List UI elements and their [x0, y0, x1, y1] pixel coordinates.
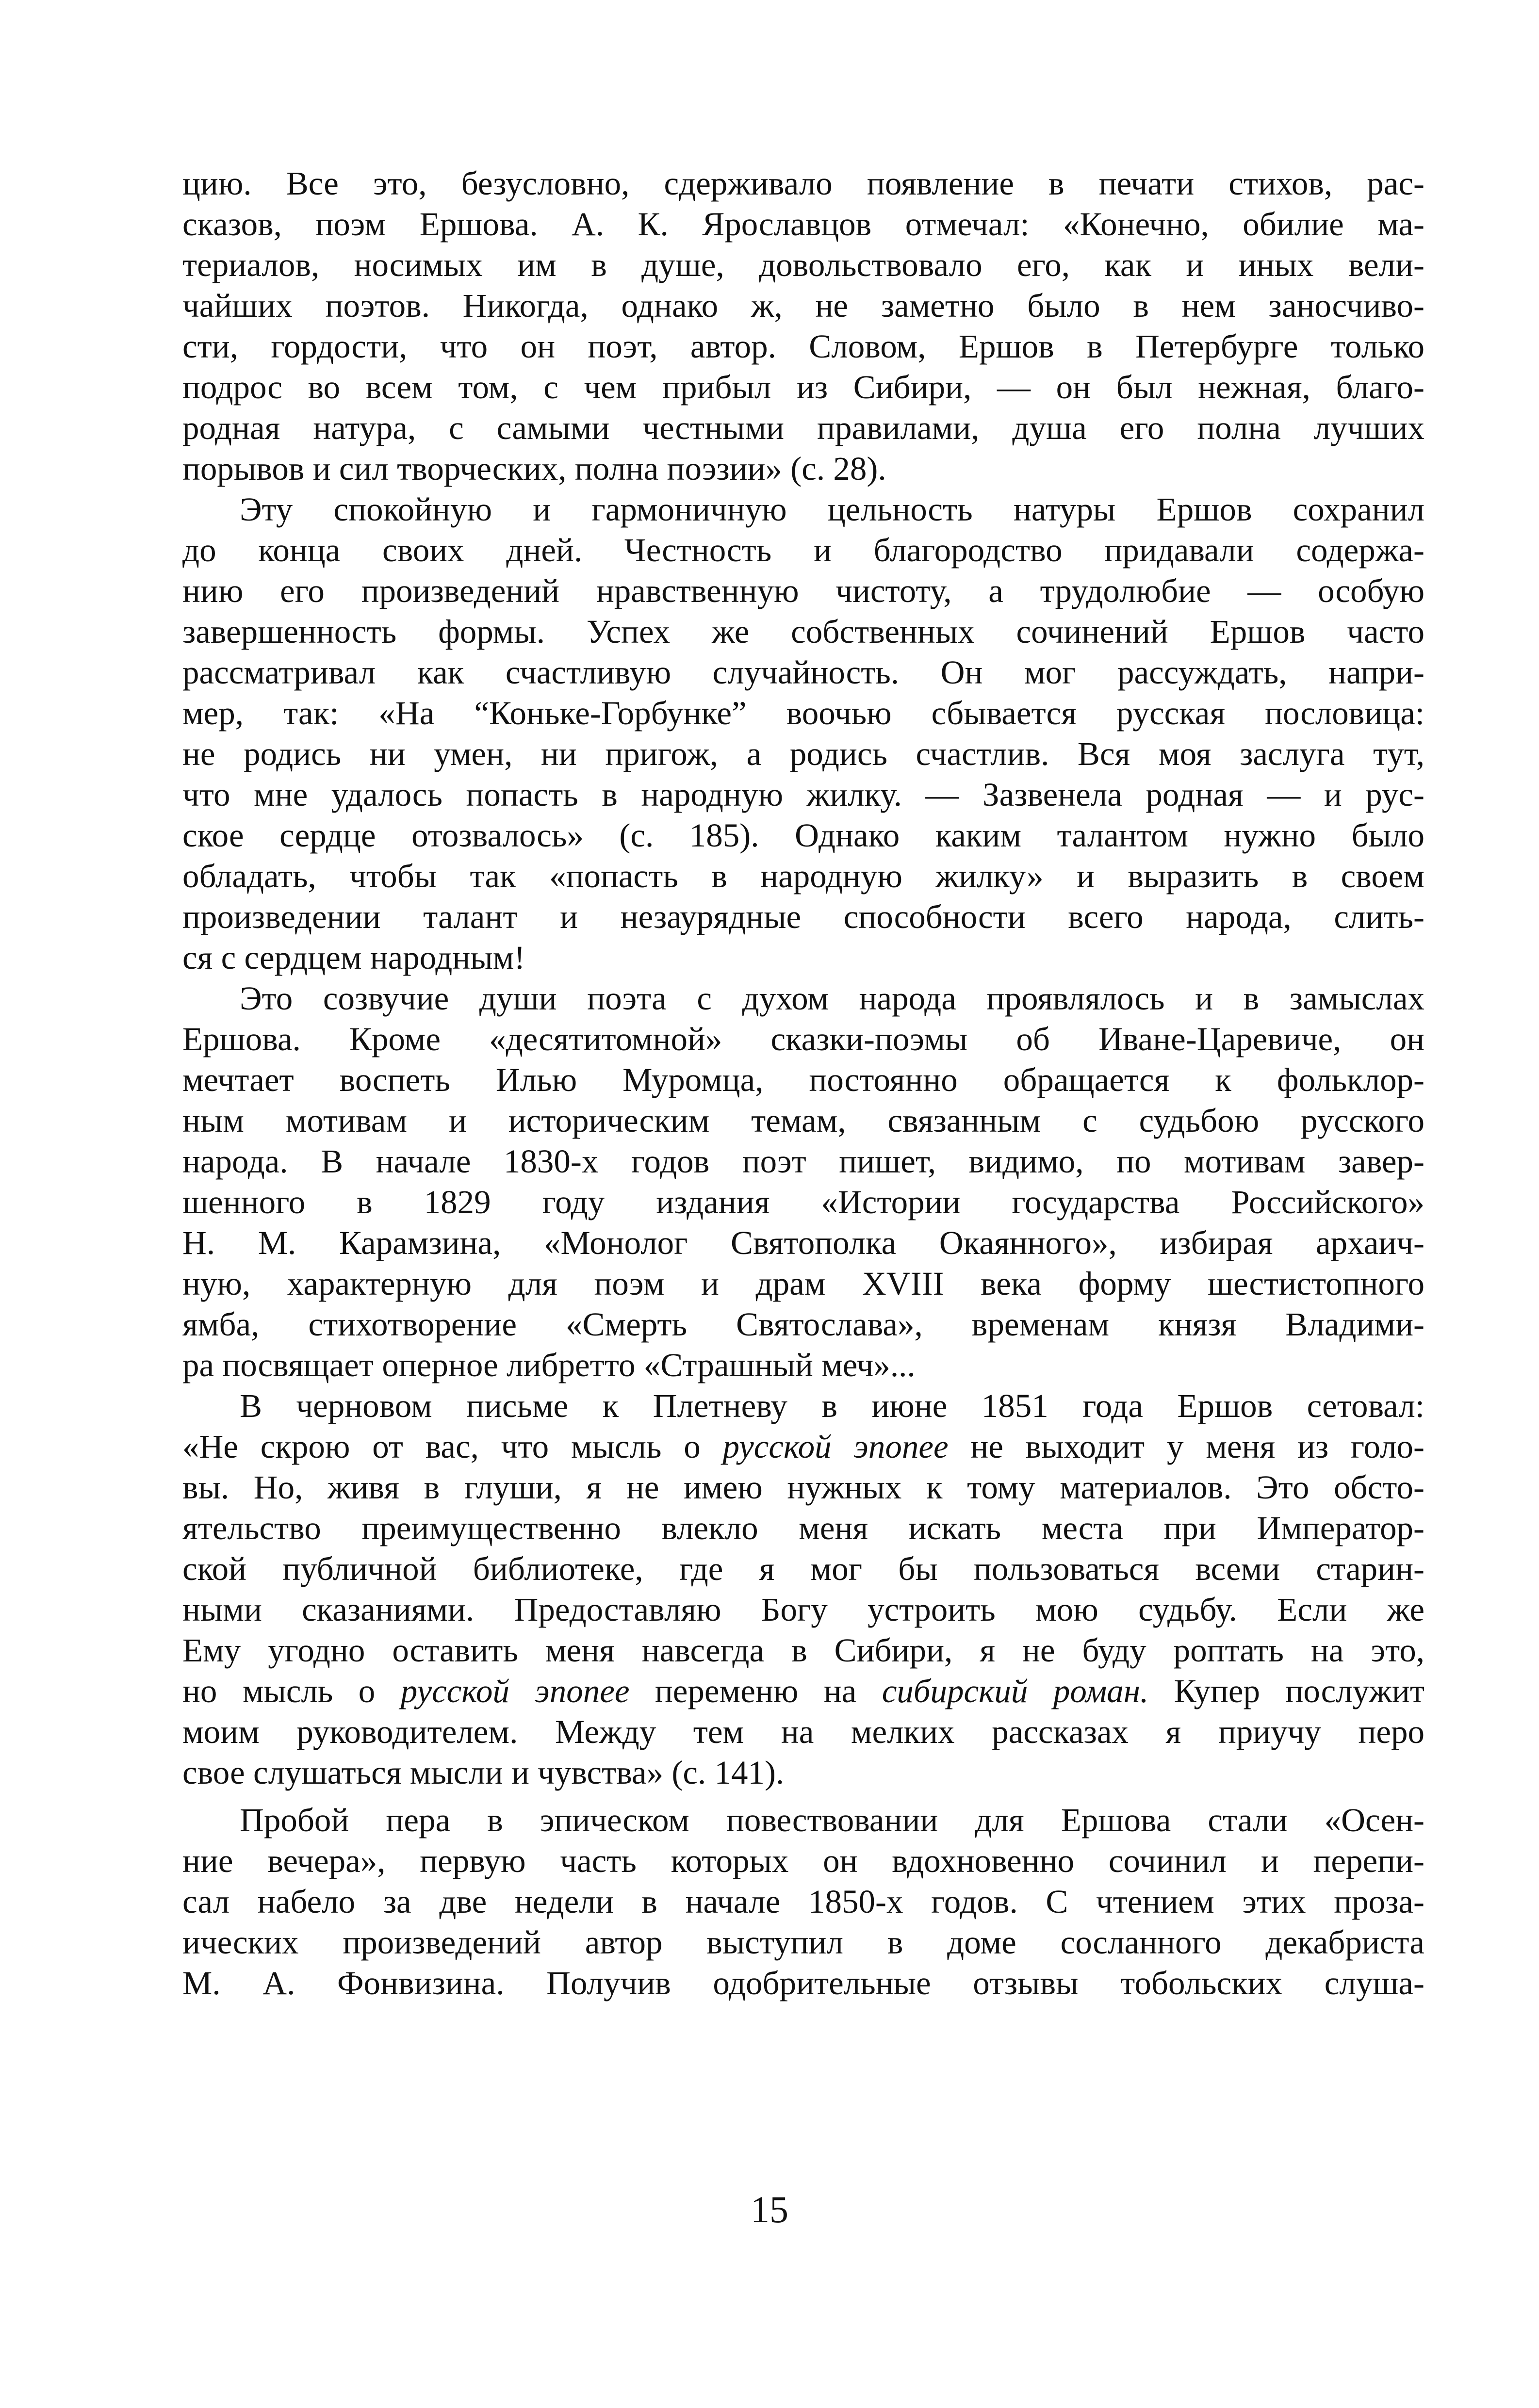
- text-segment: завершенность формы. Успех же собственных сочинений Ершов часто: [182, 613, 1424, 650]
- text-segment: что мне удалось попасть в народную жилку. — Зазвенела родная — и рус-: [182, 776, 1424, 813]
- text-segment: М. А. Фонвизина. Получив одобрительные отзывы тобольских слуша-: [182, 1965, 1424, 2001]
- text-segment: переменю на: [629, 1673, 882, 1709]
- text-segment: ние вечера», первую часть которых он вдохновенно сочинил и перепи-: [182, 1842, 1424, 1879]
- text-segment: Ершова. Кроме «десятитомной» сказки-поэмы об Иване-Царевиче, он: [182, 1021, 1424, 1058]
- text-line: [182, 570, 1424, 611]
- text-line: [182, 1222, 1424, 1263]
- text-line: [182, 1589, 1424, 1630]
- text-line: [182, 448, 1424, 489]
- text-line: [240, 1385, 1424, 1426]
- text-segment: не выходит у меня из голо-: [948, 1428, 1425, 1465]
- text-line: [182, 244, 1424, 285]
- text-segment: териалов, носимых им в душе, довольствовало его, как и иных вели-: [182, 246, 1424, 283]
- text-segment: ятельство преимущественно влекло меня искать места при Император-: [182, 1510, 1424, 1546]
- text-segment: сти, гордости, что он поэт, автор. Словом, Ершов в Петербурге только: [182, 328, 1424, 365]
- text-line: [182, 326, 1424, 367]
- text-line: [182, 611, 1424, 652]
- text-segment: вы. Но, живя в глуши, я не имею нужных к тому материалов. Это обсто-: [182, 1469, 1424, 1506]
- text-segment: ными сказаниями. Предоставляю Богу устроить мою судьбу. Если же: [182, 1591, 1424, 1628]
- page-number: 15: [751, 2188, 788, 2230]
- text-line: [182, 407, 1424, 448]
- text-segment: не родись ни умен, ни пригож, а родись счастлив. Вся моя заслуга тут,: [182, 735, 1424, 772]
- text-segment: ское сердце отозвалось» (с. 185). Однако каким талантом нужно было: [182, 817, 1424, 854]
- italic-phrase: русской эпопее: [722, 1428, 949, 1465]
- text-line: [182, 1840, 1424, 1881]
- text-line: [182, 1100, 1424, 1141]
- text-segment: «Не скрою от вас, что мысль о: [182, 1428, 723, 1465]
- text-segment: мер, так: «На “Коньке-Горбунке” воочью сбывается русская пословица:: [182, 695, 1424, 732]
- text-segment: сал набело за две недели в начале 1850-х годов. С чтением этих проза-: [182, 1883, 1424, 1920]
- text-segment: Ему угодно оставить меня навсегда в Сибири, я не буду роптать на это,: [182, 1632, 1424, 1669]
- text-line: [182, 856, 1424, 896]
- text-line: [182, 1922, 1424, 1963]
- text-segment: произведении талант и незаурядные способности всего народа, слить-: [182, 898, 1424, 935]
- text-segment: нию его произведений нравственную чистоту, а трудолюбие — особую: [182, 572, 1424, 609]
- text-segment: чайших поэтов. Никогда, однако ж, не заметно было в нем заносчиво-: [182, 287, 1424, 324]
- text-line: [182, 204, 1424, 244]
- text-segment: шенного в 1829 году издания «Истории государства Российского»: [182, 1184, 1424, 1220]
- text-line: [182, 1630, 1424, 1671]
- text-segment: цию. Все это, безусловно, сдерживало появление в печати стихов, рас-: [182, 165, 1424, 202]
- text-line: [182, 1963, 1424, 2003]
- text-line: [182, 1182, 1424, 1222]
- text-segment: моим руководителем. Между тем на мелких рассказах я приучу перо: [182, 1713, 1424, 1750]
- text-line: [182, 163, 1424, 204]
- text-segment: ным мотивам и историческим темам, связанным с судьбою русского: [182, 1102, 1424, 1139]
- text-segment: В черновом письме к Плетневу в июне 1851 года Ершов сетовал:: [240, 1387, 1424, 1424]
- text-line: [182, 652, 1424, 693]
- text-line: [182, 1304, 1424, 1345]
- text-segment: ся с сердцем народным!: [182, 939, 525, 976]
- text-line: [182, 1019, 1424, 1059]
- text-line: [182, 1548, 1424, 1589]
- text-line: [182, 530, 1424, 570]
- text-line: [182, 733, 1424, 774]
- text-line: [240, 489, 1424, 530]
- text-line: [182, 1141, 1424, 1182]
- text-line: [182, 1059, 1424, 1100]
- text-line: [182, 693, 1424, 733]
- text-line: [240, 1800, 1424, 1840]
- italic-phrase: русской эпопее: [400, 1673, 630, 1709]
- text-line: [182, 1345, 1424, 1385]
- text-segment: народа. В начале 1830-х годов поэт пишет, видимо, по мотивам завер-: [182, 1143, 1424, 1180]
- text-segment: Н. М. Карамзина, «Монолог Святополка Окаянного», избирая архаич-: [182, 1224, 1424, 1261]
- text-segment: Эту спокойную и гармоничную цельность натуры Ершов сохранил: [240, 491, 1424, 528]
- text-line: [182, 896, 1424, 937]
- text-segment: подрос во всем том, с чем прибыл из Сибири, — он был нежная, благо-: [182, 369, 1424, 406]
- text-segment: ную, характерную для поэм и драм XVIII века форму шестистопного: [182, 1265, 1424, 1302]
- text-line: [182, 367, 1424, 407]
- text-line: [182, 1426, 1424, 1467]
- text-segment: свое слушаться мысли и чувства» (с. 141).: [182, 1754, 785, 1791]
- text-segment: Купер послужит: [1148, 1673, 1425, 1709]
- text-line: [182, 285, 1424, 326]
- text-segment: Это созвучие души поэта с духом народа проявлялось и в замыслах: [240, 980, 1424, 1017]
- text-line: [182, 815, 1424, 856]
- text-segment: родная натура, с самыми честными правилами, душа его полна лучших: [182, 409, 1424, 446]
- text-segment: ской публичной библиотеке, где я мог бы пользоваться всеми старин-: [182, 1550, 1424, 1587]
- text-segment: до конца своих дней. Честность и благородство придавали содержа-: [182, 532, 1424, 569]
- text-segment: ических произведений автор выступил в доме сосланного декабриста: [182, 1924, 1424, 1961]
- text-line: [182, 1508, 1424, 1548]
- text-segment: порывов и сил творческих, полна поэзии» (с. 28).: [182, 450, 886, 487]
- text-segment: рассматривал как счастливую случайность. Он мог рассуждать, напри-: [182, 654, 1424, 691]
- text-line: [182, 774, 1424, 815]
- text-line: [182, 1263, 1424, 1304]
- text-segment: ра посвящает оперное либретто «Страшный меч»...: [182, 1347, 916, 1383]
- text-line: [182, 1467, 1424, 1508]
- text-line: [182, 1671, 1424, 1711]
- text-segment: Пробой пера в эпическом повествовании для Ершова стали «Осен-: [240, 1802, 1424, 1839]
- text-segment: но мысль о: [182, 1673, 401, 1709]
- text-segment: обладать, чтобы так «попасть в народную жилку» и выразить в своем: [182, 858, 1424, 895]
- text-line: [182, 1752, 1424, 1793]
- text-segment: ямба, стихотворение «Смерть Святослава», временам князя Владими-: [182, 1306, 1424, 1343]
- text-line: [182, 937, 1424, 978]
- italic-phrase: сибирский роман.: [882, 1673, 1149, 1709]
- text-line: [240, 978, 1424, 1019]
- text-segment: сказов, поэм Ершова. А. К. Ярославцов отмечал: «Конечно, обилие ма-: [182, 206, 1424, 243]
- text-line: [182, 1881, 1424, 1922]
- text-segment: мечтает воспеть Илью Муромца, постоянно обращается к фольклор-: [182, 1061, 1424, 1098]
- text-line: [182, 1711, 1424, 1752]
- body-text: [182, 163, 1424, 2003]
